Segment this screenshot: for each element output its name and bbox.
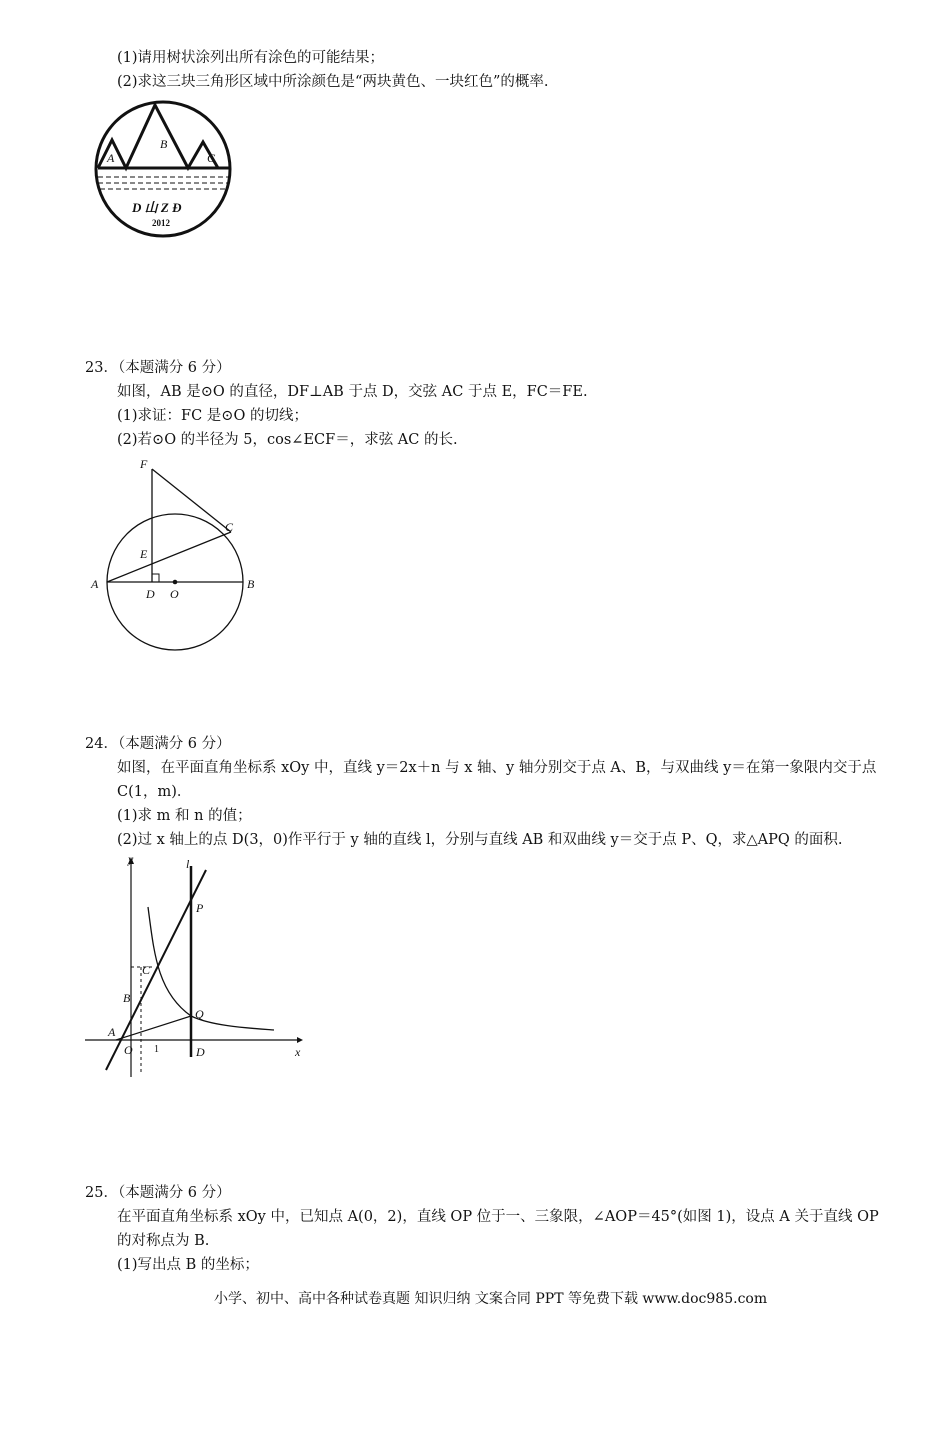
fig23-label-c: C <box>225 520 234 534</box>
q25-header: 25．（本题满分 6 分） <box>85 1185 231 1201</box>
q23-header: 23．（本题满分 6 分） <box>85 360 231 376</box>
fig22-caption: D 山 Z Ð <box>132 200 182 215</box>
fig23-label-d: D <box>146 587 155 601</box>
page-footer: 小学、初中、高中各种试卷真题 知识归纳 文案合同 PPT 等免费下载 www.doc985.com <box>214 1291 768 1307</box>
fig23-label-a: A <box>91 577 99 591</box>
q23-part2: (2)若⊙O 的半径为 5，cos∠ECF＝，求弦 AC 的长. <box>117 432 458 448</box>
fig22-label-b: B <box>160 137 168 151</box>
fig24-label-d: D <box>196 1045 205 1059</box>
fig24-label-o: O <box>124 1043 133 1057</box>
q24-stem-line2: C(1，m)． <box>117 784 192 800</box>
fig24-label-q: Q <box>195 1007 204 1021</box>
fig24-tick-1: 1 <box>154 1044 159 1055</box>
q22-part1: (1)请用树状涂列出所有涂色的可能结果； <box>117 50 385 66</box>
fig24-label-a: A <box>108 1025 116 1039</box>
fig22-label-c: C <box>207 151 216 165</box>
q25-stem-line1: 在平面直角坐标系 xOy 中，已知点 A(0，2)，直线 OP 位于一、三象限，∠AOP＝45°(如图 1)，设点 A 关于直线 OP <box>117 1209 879 1225</box>
figure-23-circle-tangent <box>85 452 275 677</box>
q22-part2: (2)求这三块三角形区域中所涂颜色是“两块黄色、一块红色”的概率. <box>117 74 549 90</box>
fig24-label-x: x <box>295 1045 301 1059</box>
q24-header: 24．（本题满分 6 分） <box>85 736 231 752</box>
fig24-label-p: P <box>196 901 204 915</box>
fig22-label-a: A <box>107 151 115 165</box>
q25-stem-line2: 的对称点为 B. <box>117 1233 210 1249</box>
q25-part1: (1)写出点 B 的坐标； <box>117 1257 259 1273</box>
q23-part1: (1)求证：FC 是⊙O 的切线； <box>117 408 308 424</box>
fig23-label-f: F <box>140 457 148 471</box>
fig23-label-e: E <box>140 547 148 561</box>
figure-22-circle-regions <box>90 100 240 240</box>
fig24-label-y: y <box>128 852 134 866</box>
fig24-label-b: B <box>123 991 131 1005</box>
fig22-year: 2012 <box>152 218 170 228</box>
q24-part2: (2)过 x 轴上的点 D(3，0)作平行于 y 轴的直线 l，分别与直线 AB 和双曲线 y＝交于点 P、Q，求△APQ 的面积. <box>117 832 843 848</box>
fig23-label-b: B <box>247 577 255 591</box>
figure-24-coordinate-plane <box>82 852 307 1082</box>
fig24-label-c: C <box>142 963 151 977</box>
q23-stem: 如图，AB 是⊙O 的直径，DF⊥AB 于点 D，交弦 AC 于点 E，FC＝FE. <box>117 384 588 400</box>
fig24-label-l: l <box>186 857 190 871</box>
q24-stem-line1: 如图，在平面直角坐标系 xOy 中，直线 y＝2x＋n 与 x 轴、y 轴分别交于点 A、B，与双曲线 y＝在第一象限内交于点 <box>117 760 877 776</box>
q24-part1: (1)求 m 和 n 的值； <box>117 808 252 824</box>
fig23-label-o: O <box>170 587 179 601</box>
